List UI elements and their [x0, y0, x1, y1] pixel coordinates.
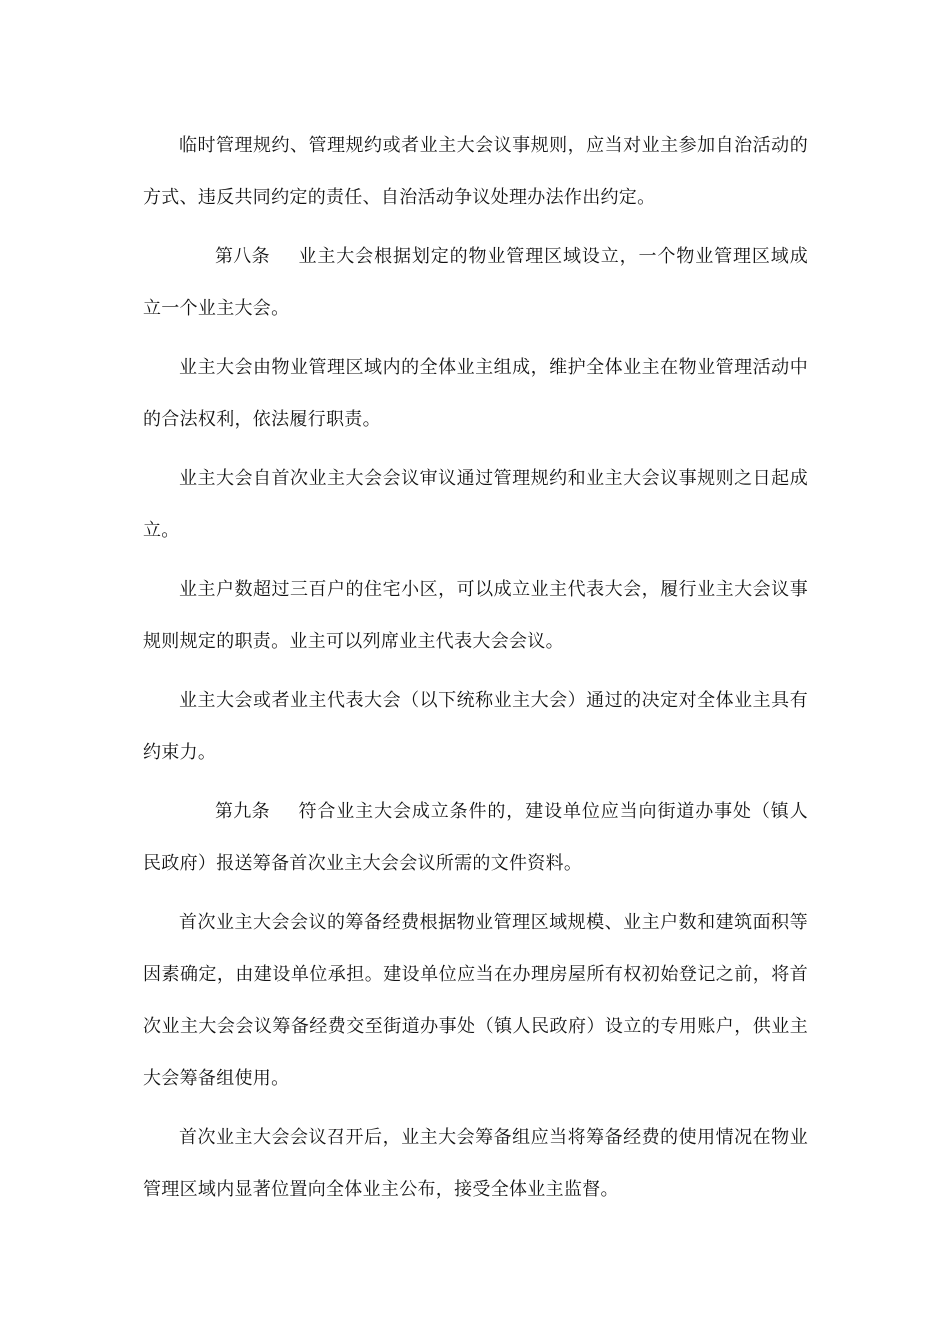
- paragraph-6: [143, 675, 808, 779]
- paragraph-8-text: 首次业主大会会议的筹备经费根据物业管理区域规模、业主户数和建筑面积等因素确定，由建设单位承担。建设单位应当在办理房屋所有权初始登记之前，将首次业主大会会议筹备经费交至街道办事处（镇人民政府）设立的专用账户，供业主大会筹备组使用。: [143, 912, 808, 1089]
- paragraph-article-8: [143, 231, 808, 335]
- paragraph-1: [143, 120, 808, 224]
- paragraph-5: [143, 564, 808, 668]
- paragraph-9: [143, 1112, 808, 1216]
- paragraph-3-text: 业主大会由物业管理区域内的全体业主组成，维护全体业主在物业管理活动中的合法权利，依法履行职责。: [143, 357, 808, 430]
- paragraph-3: [143, 342, 808, 446]
- paragraph-article-9: [143, 786, 808, 890]
- paragraph-8: [143, 897, 808, 1105]
- paragraph-4-text: 业主大会自首次业主大会会议审议通过管理规约和业主大会议事规则之日起成立。: [143, 468, 808, 541]
- article-8-text: 业主大会根据划定的物业管理区域设立，一个物业管理区域成立一个业主大会。: [143, 246, 808, 319]
- paragraph-9-text: 首次业主大会会议召开后，业主大会筹备组应当将筹备经费的使用情况在物业管理区域内显著位置向全体业主公布，接受全体业主监督。: [143, 1127, 808, 1200]
- article-9-number: 第九条: [215, 801, 270, 822]
- document-body: [143, 120, 808, 1223]
- article-8-number: 第八条: [215, 246, 270, 267]
- paragraph-1-text: 临时管理规约、管理规约或者业主大会议事规则，应当对业主参加自治活动的方式、违反共同约定的责任、自治活动争议处理办法作出约定。: [143, 135, 808, 208]
- paragraph-6-text: 业主大会或者业主代表大会（以下统称业主大会）通过的决定对全体业主具有约束力。: [143, 690, 808, 763]
- paragraph-4: [143, 453, 808, 557]
- paragraph-5-text: 业主户数超过三百户的住宅小区，可以成立业主代表大会，履行业主大会议事规则规定的职责。业主可以列席业主代表大会会议。: [143, 579, 808, 652]
- article-9-text: 符合业主大会成立条件的，建设单位应当向街道办事处（镇人民政府）报送筹备首次业主大会会议所需的文件资料。: [143, 801, 808, 874]
